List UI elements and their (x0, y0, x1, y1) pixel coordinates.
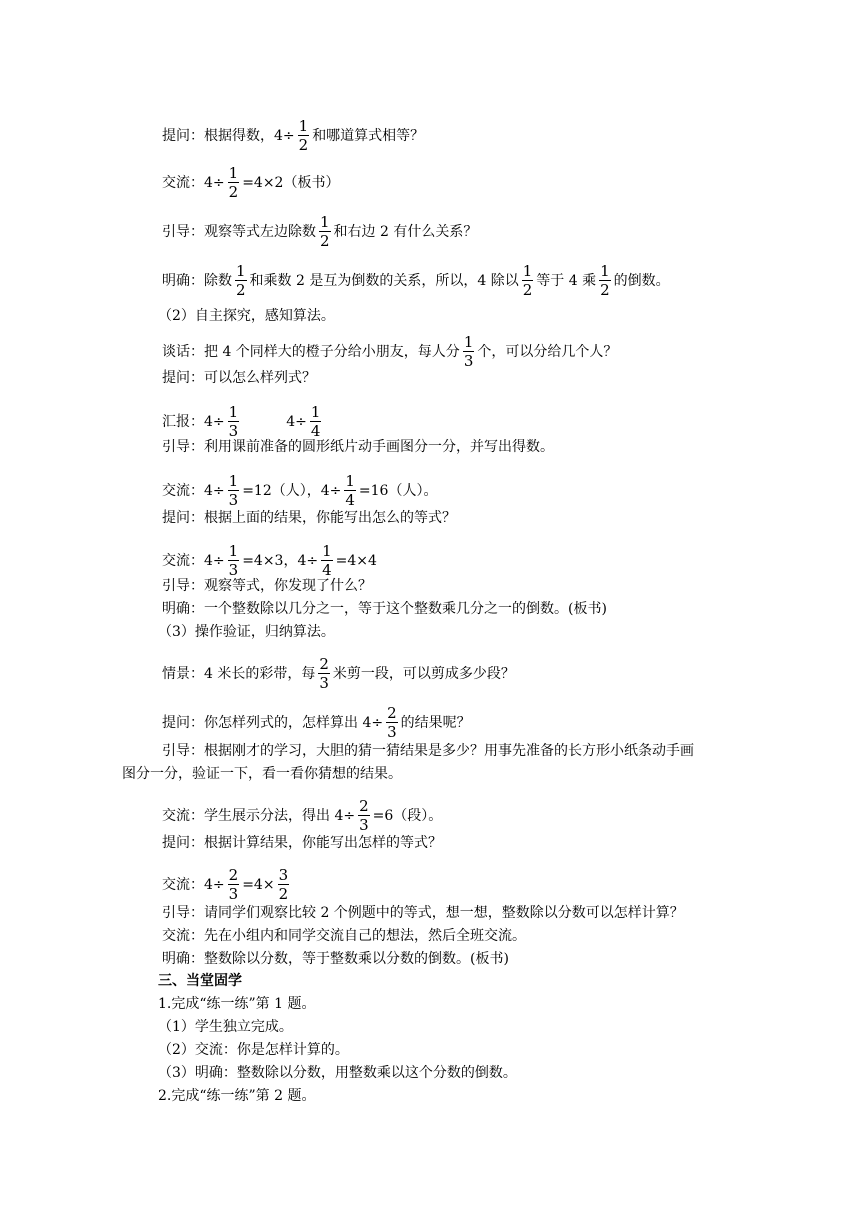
text: 提问：根据得数，4÷ (162, 127, 295, 144)
text: =4×3，4÷ (242, 552, 319, 569)
line-section-2 (158, 306, 335, 326)
fraction (228, 867, 240, 902)
line-guide-4a (122, 741, 694, 761)
fraction (298, 118, 310, 153)
line-section-3 (158, 622, 335, 642)
text: 情景：4 米长的彩带，每 (162, 665, 316, 682)
denominator: 3 (319, 674, 329, 692)
numerator: 1 (345, 472, 355, 490)
line-exercise-1-2 (158, 1040, 349, 1060)
text: 图分一分，验证一下，看一看你猜想的结果。 (122, 766, 402, 782)
text: 三、当堂固学 (158, 973, 242, 989)
text: 交流：4÷ (162, 174, 225, 191)
text: 明确：整数除以分数，等于整数乘以分数的倒数。(板书) (162, 951, 509, 967)
line-clarify-3 (162, 949, 509, 969)
text: （1）学生独立完成。 (158, 1019, 293, 1035)
denominator: 2 (600, 281, 610, 299)
line-exchange-3 (162, 543, 377, 578)
denominator: 4 (345, 491, 355, 509)
text: 提问：可以怎么样列式？ (162, 370, 316, 386)
fraction (310, 404, 322, 439)
line-question-1 (162, 118, 424, 153)
text: 的倒数。 (613, 272, 670, 289)
numerator: 1 (320, 213, 330, 231)
denominator: 4 (310, 422, 321, 440)
text: 和乘数 2 是互为倒数的关系，所以，4 除以 (249, 272, 519, 289)
numerator: 1 (463, 333, 474, 351)
fraction (344, 473, 356, 508)
fraction (599, 263, 611, 298)
numerator: 1 (228, 542, 239, 560)
denominator: 2 (320, 232, 330, 250)
text: 和哪道算式相等？ (312, 127, 425, 144)
line-exchange-6 (162, 926, 526, 946)
line-report (162, 404, 324, 439)
denominator: 3 (228, 422, 239, 440)
numerator: 1 (522, 262, 533, 280)
numerator: 2 (359, 797, 369, 815)
denominator: 2 (298, 136, 309, 154)
text: （3）操作验证，归纳算法。 (158, 624, 335, 640)
line-exercise-1 (158, 994, 315, 1014)
denominator: 3 (228, 561, 239, 579)
fraction (319, 214, 331, 249)
text: （2）自主探究，感知算法。 (158, 308, 335, 324)
line-clarify-2 (162, 599, 607, 619)
text: 汇报：4÷ (162, 413, 225, 430)
line-clarify-1 (162, 263, 670, 298)
line-question-3 (162, 508, 456, 528)
numerator: 2 (387, 704, 397, 722)
line-exercise-2 (158, 1086, 315, 1106)
text: 引导：根据刚才的学习，大胆的猜一猜结果是多少？用事先准备的长方形小纸条动手画 (162, 743, 694, 759)
denominator: 3 (387, 723, 397, 741)
numerator: 1 (310, 403, 321, 421)
text: 谈话：把 4 个同样大的橙子分给小朋友，每人分 (162, 343, 460, 360)
line-scenario (162, 656, 515, 691)
text: 交流：4÷ (162, 482, 225, 499)
text: =4× (242, 876, 275, 893)
fraction (228, 404, 240, 439)
text: 个，可以分给几个人？ (477, 343, 618, 360)
fraction (228, 543, 240, 578)
line-exercise-1-3 (158, 1063, 517, 1083)
fraction (228, 165, 240, 200)
line-talk (162, 334, 617, 369)
text: 明确：除数 (162, 272, 232, 289)
numerator: 1 (298, 117, 309, 135)
text: 的结果呢？ (400, 714, 471, 731)
text: 提问：根据计算结果，你能写出怎样的等式？ (162, 835, 442, 851)
text: 交流：4÷ (162, 552, 225, 569)
denominator: 2 (228, 183, 239, 201)
denominator: 3 (228, 491, 239, 509)
numerator: 2 (319, 655, 329, 673)
denominator: 4 (322, 561, 332, 579)
line-exchange-5 (162, 867, 292, 902)
fraction (522, 263, 534, 298)
numerator: 1 (236, 262, 246, 280)
numerator: 1 (228, 472, 239, 490)
line-exchange-4 (162, 798, 442, 833)
text: =16（人）。 (358, 482, 438, 499)
text: （3）明确：整数除以分数，用整数乘以这个分数的倒数。 (158, 1065, 517, 1081)
text: =4×4 (335, 552, 377, 569)
text: 和右边 2 有什么关系？ (333, 223, 478, 240)
text: 交流：先在小组内和同学交流自己的想法，然后全班交流。 (162, 928, 526, 944)
text: 交流：4÷ (162, 876, 225, 893)
section-heading (158, 971, 242, 991)
numerator: 3 (278, 866, 289, 884)
line-guide-5 (162, 903, 684, 923)
numerator: 2 (228, 866, 239, 884)
fraction (318, 656, 330, 691)
line-question-5 (162, 833, 442, 853)
denominator: 3 (463, 352, 474, 370)
fraction (463, 334, 475, 369)
text: 提问：根据上面的结果，你能写出怎么的等式？ (162, 510, 456, 526)
text: 1.完成“练一练”第 1 题。 (158, 996, 316, 1012)
numerator: 1 (322, 542, 332, 560)
numerator: 1 (228, 403, 239, 421)
denominator: 2 (278, 885, 289, 903)
fraction (358, 798, 370, 833)
text: 引导：观察等式左边除数 (162, 223, 316, 240)
text: （2）交流：你是怎样计算的。 (158, 1042, 349, 1058)
numerator: 1 (228, 164, 239, 182)
text: 引导：请同学们观察比较 2 个例题中的等式，想一想，整数除以分数可以怎样计算？ (162, 905, 684, 921)
text: 引导：利用课前准备的圆形纸片动手画图分一分，并写出得数。 (162, 439, 554, 455)
text: =6（段）。 (372, 807, 443, 824)
text: 2.完成“练一练”第 2 题。 (158, 1088, 316, 1104)
text: 提问：你怎样列式的，怎样算出 4÷ (162, 714, 384, 731)
denominator: 2 (522, 281, 533, 299)
denominator: 3 (359, 816, 369, 834)
line-guide-3 (162, 576, 372, 596)
line-question-4 (162, 705, 471, 740)
numerator: 1 (600, 262, 610, 280)
line-guide-4b (122, 764, 402, 784)
line-exercise-1-1 (158, 1017, 293, 1037)
fraction (228, 473, 240, 508)
text: 米剪一段，可以剪成多少段？ (332, 665, 515, 682)
line-exchange-2 (162, 473, 437, 508)
fraction (278, 867, 290, 902)
line-question-2 (162, 368, 316, 388)
fraction (321, 543, 333, 578)
denominator: 3 (228, 885, 239, 903)
text: 交流：学生展示分法，得出 4÷ (162, 807, 356, 824)
text: 明确：一个整数除以几分之一，等于这个整数乘几分之一的倒数。(板书) (162, 601, 607, 617)
text: =12（人），4÷ (242, 482, 342, 499)
line-guide-2 (162, 437, 554, 457)
text: =4×2（板书） (242, 174, 340, 191)
denominator: 2 (236, 281, 246, 299)
text: 4÷ (286, 413, 307, 430)
text: 等于 4 乘 (536, 272, 597, 289)
fraction (386, 705, 398, 740)
text: 引导：观察等式，你发现了什么？ (162, 578, 372, 594)
fraction (235, 263, 247, 298)
line-exchange-1 (162, 165, 339, 200)
line-guide-1 (162, 214, 477, 249)
